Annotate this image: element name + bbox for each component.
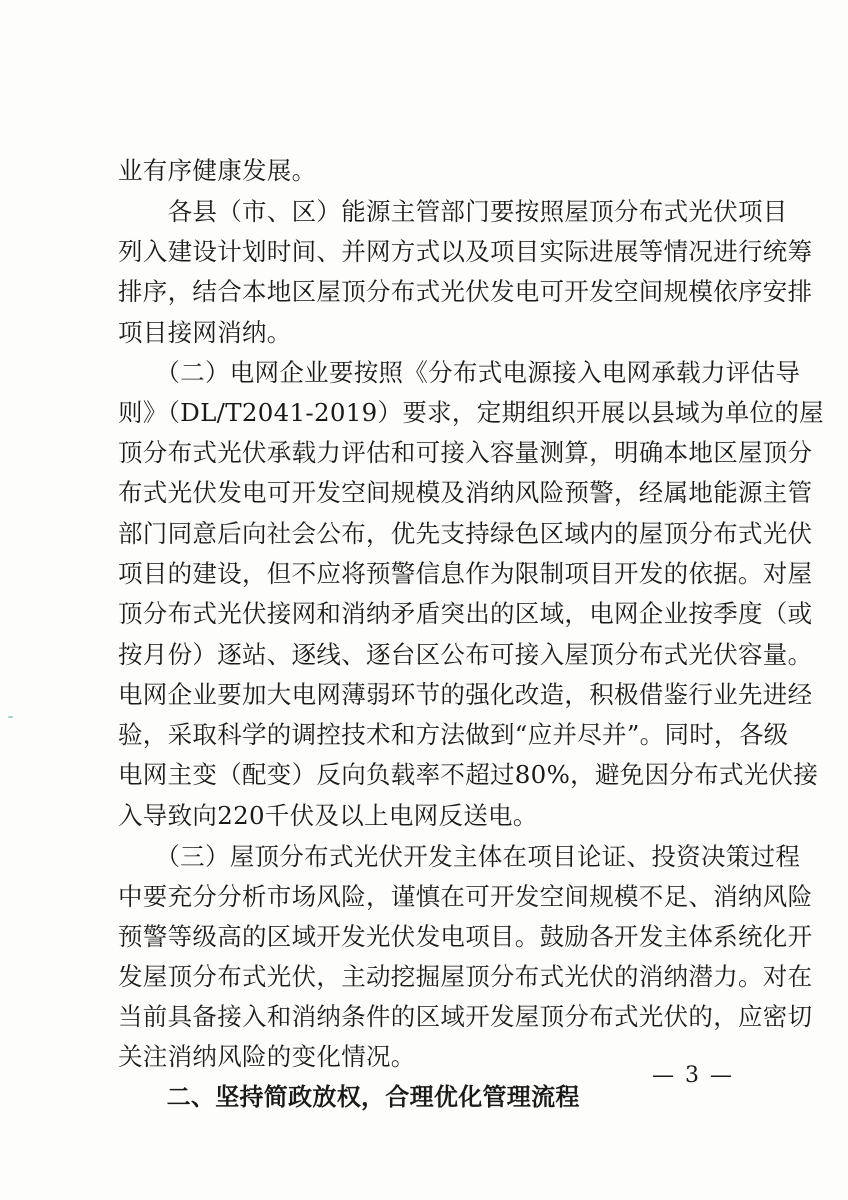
body-text-line: 排序，结合本地区屋顶分布式光伏发电可开发空间规模依序安排 xyxy=(118,277,813,306)
body-text-line: （三）屋顶分布式光伏开发主体在项目论证、投资决策过程 xyxy=(118,842,801,871)
body-text-line: 顶分布式光伏承载力评估和可接入容量测算，明确本地区屋顶分 xyxy=(118,438,813,467)
page-number: — 3 — xyxy=(652,1063,734,1088)
scan-speck xyxy=(8,716,13,718)
body-text-line: 部门同意后向社会公布，优先支持绿色区域内的屋顶分布式光伏 xyxy=(118,519,813,548)
body-text-line: 电网企业要加大电网薄弱环节的强化改造，积极借鉴行业先进经 xyxy=(118,680,813,709)
body-text-line: 业有序健康发展。 xyxy=(118,156,317,185)
body-text-line: 列入建设计划时间、并网方式以及项目实际进展等情况进行统筹 xyxy=(118,237,813,266)
body-text-line: 电网主变（配变）反向负载率不超过80%，避免因分布式光伏接 xyxy=(118,760,819,789)
body-text-line: 入导致向220千伏及以上电网反送电。 xyxy=(118,801,538,830)
body-text-line: 关注消纳风险的变化情况。 xyxy=(118,1042,416,1071)
body-text-line: 当前具备接入和消纳条件的区域开发屋顶分布式光伏的，应密切 xyxy=(118,1002,813,1031)
body-text-line: 中要充分分析市场风险，谨慎在可开发空间规模不足、消纳风险 xyxy=(118,882,813,911)
body-text-line: 发屋顶分布式光伏，主动挖掘屋顶分布式光伏的消纳潜力。对在 xyxy=(118,962,813,991)
body-text-line: 项目的建设，但不应将预警信息作为限制项目开发的依据。对屋 xyxy=(118,559,813,588)
body-text-line: 布式光伏发电可开发空间规模及消纳风险预警，经属地能源主管 xyxy=(118,478,813,507)
body-text-line: 各县（市、区）能源主管部门要按照屋顶分布式光伏项目 xyxy=(118,197,788,226)
body-text-line: 预警等级高的区域开发光伏发电项目。鼓励各开发主体系统化开 xyxy=(118,922,813,951)
section-heading: 二、坚持简政放权，合理优化管理流程 xyxy=(118,1083,580,1111)
body-text-line: 则》（DL/T2041-2019）要求，定期组织开展以县域为单位的屋 xyxy=(118,398,824,427)
body-text-line: 项目接网消纳。 xyxy=(118,318,292,347)
body-text-line: （二）电网企业要按照《分布式电源接入电网承载力评估导 xyxy=(118,358,801,387)
body-text-line: 按月份）逐站、逐线、逐台区公布可接入屋顶分布式光伏容量。 xyxy=(118,640,813,669)
body-text-line: 验，采取科学的调控技术和方法做到“应并尽并”。同时，各级 xyxy=(118,720,789,749)
body-text-line: 顶分布式光伏接网和消纳矛盾突出的区域，电网企业按季度（或 xyxy=(118,599,813,628)
